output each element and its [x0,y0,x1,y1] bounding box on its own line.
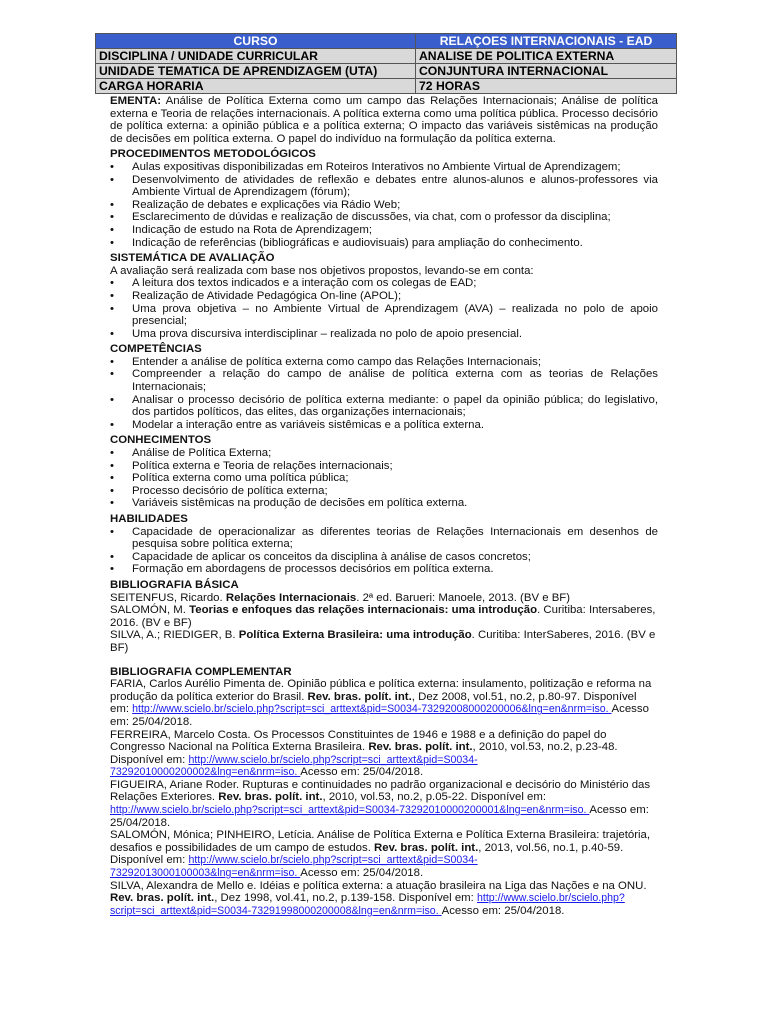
course-info-table [95,33,677,94]
section-title: HABILIDADES [110,513,188,525]
ref-access-date: Acesso em: 25/04/2018. [300,867,424,880]
reference [110,592,658,605]
ref-access-date: Acesso em: 25/04/2018. [110,703,649,728]
reference [110,729,658,779]
ref-text: SILVA, Alexandra de Mello e. Idéias e política externa: a atuação brasileira na Liga das Nações e na ONU. [110,879,647,892]
ementa-text: Análise de Política Externa como um campo das Relações Internacionais; Análise de política externa e Teoria de relações internacionais. A política externa como uma política pública. Processo decisório de política externa: a opinião pública e a política externa; O impacto das variáveis sistêmicas na produção de decisões em política externa. O papel do indivíduo na formulação da política externa. [110,95,658,145]
ref-access-date: Acesso em: 25/04/2018. [300,766,424,779]
ementa [110,95,658,145]
list-item: • Modelar a interação entre as variáveis sistêmicas e a política externa. [110,419,658,432]
avaliacao-intro: A avaliação será realizada com base nos objetivos propostos, levando-se em conta: [110,264,534,277]
ref-journal: Rev. bras. polít. int. [307,690,412,703]
list-item: • Aulas expositivas disponibilizadas em Roteiros Interativos no Ambiente Virtual de Aprendizagem; [110,161,658,174]
table-cell: DISCIPLINA / UNIDADE CURRICULAR [96,49,416,64]
ref-link[interactable]: http://www.scielo.br/scielo.php?script=sci_arttext&pid=S0034-73292010000200002&lng=en&nrm=iso. [110,753,478,779]
list-item: • Variáveis sistêmicas na produção de decisões em política externa. [110,497,658,510]
section-title: COMPETÊNCIAS [110,343,202,356]
list-item: • Uma prova objetiva – no Ambiente Virtual de Aprendizagem (AVA) – realizada no polo de apoio presencial; [110,303,658,328]
ref-text: . 2ª ed. Barueri: Manoele, 2013. (BV e BF) [356,591,571,604]
list-item: • Entender a análise de política externa como campo das Relações Internacionais; [110,356,658,369]
table-cell: CURSO [96,34,416,49]
section-title: BIBLIOGRAFIA BÁSICA [110,578,239,591]
ref-access-date: Acesso em: 25/04/2018. [110,804,649,829]
ref-title: Teorias e enfoques das relações internacionais: uma introdução [189,604,538,617]
reference [110,779,658,829]
section-title: CONHECIMENTOS [110,434,212,447]
list-item: • Indicação de referências (bibliográficas e audiovisuais) para ampliação do conhecimento. [110,237,658,250]
table-cell: ANALISE DE POLITICA EXTERNA [416,49,677,64]
ref-journal: Rev. bras. polít. int. [368,741,473,754]
ref-text: SALOMÓN, M. [110,604,190,617]
list-item: • Política externa como uma política pública; [110,472,658,485]
reference [110,604,658,629]
ref-title: Política Externa Brasileira: uma introdução [238,629,472,642]
avaliacao-list [110,277,658,340]
ementa-label: EMENTA: [110,95,162,107]
list-item: • Capacidade de aplicar os conceitos da disciplina à análise de casos concretos; [110,551,658,564]
reference [110,629,658,654]
list-item: • Esclarecimento de dúvidas e realização de discussões, via chat, com o professor da disciplina; [110,211,658,224]
ref-link[interactable]: http://www.scielo.br/scielo.php?script=sci_arttext&pid=S0034-73292008000200006&lng=en&nrm=iso. [132,703,612,716]
ref-text: . Curitiba: Intersaberes, 2016. (BV e BF) [110,604,656,629]
ref-text: , 2010, vol.53, no.2, p.23-48. Disponível em: [110,741,618,766]
table-row [96,34,677,49]
ref-text: , Dez 2008, vol.51, no.2, p.80-97. Disponível em: [110,690,637,716]
table-row [96,49,677,64]
ref-text: , 2010, vol.53, no.2, p.05-22. Disponível em: [322,791,547,804]
list-item: • Uma prova discursiva interdisciplinar – realizada no polo de apoio presencial. [110,328,658,341]
ref-text: . Curitiba: InterSaberes, 2016. (BV e BF) [110,629,656,654]
list-item: • Indicação de estudo na Rota de Aprendizagem; [110,224,658,237]
ref-title: Relações Internacionais [225,591,357,604]
ref-journal: Rev. bras. polít. int. [110,892,215,905]
table-row [96,79,677,94]
ref-text: , Dez 1998, vol.41, no.2, p.139-158. Disponível em: [214,892,477,905]
habilidades-list [110,526,658,576]
ref-text: FARIA, Carlos Aurélio Pimenta de. Opinião pública e política externa: insulamento, politização e reforma na produção da política exterior do Brasil. [110,678,652,703]
ref-link[interactable]: http://www.scielo.br/scielo.php?script=sci_arttext&pid=S0034-73292013000100003&lng=en&nrm=iso. [110,854,478,880]
syllabus-body [110,95,658,917]
list-item: • Formação em abordagens de processos decisórios em política externa. [110,563,658,576]
ref-access-date: Acesso em: 25/04/2018. [441,904,565,917]
table-cell: UNIDADE TEMATICA DE APRENDIZAGEM (UTA) [96,64,416,79]
list-item: • Análise de Política Externa; [110,447,658,460]
list-item: • Política externa e Teoria de relações internacionais; [110,460,658,473]
section-title: BIBLIOGRAFIA COMPLEMENTAR [110,665,292,678]
ref-text: SILVA, A.; RIEDIGER, B. [110,629,239,642]
table-cell: RELAÇOES INTERNACIONAIS - EAD [416,34,677,49]
list-item: • A leitura dos textos indicados e a interação com os colegas de EAD; [110,277,658,290]
table-cell: CARGA HORARIA [96,79,416,94]
reference [110,880,658,918]
list-item: • Desenvolvimento de atividades de reflexão e debates entre alunos-alunos e alunos-professores via Ambiente Virtual de Aprendizagem (fórum); [110,174,658,199]
ref-link[interactable]: http://www.scielo.br/scielo.php?script=sci_arttext&pid=S0034-73292010000200001&lng=en&nrm=iso. [110,804,590,817]
list-item: • Realização de debates e explicações via Rádio Web; [110,199,658,212]
competencias-list [110,356,658,432]
course-header [95,33,677,94]
ref-text: FERREIRA, Marcelo Costa. Os Processos Constituintes de 1946 e 1988 e a definição do papel do Congresso Nacional na Política Externa Brasileira. [110,728,607,754]
conhecimentos-list [110,447,658,510]
table-cell: 72 HORAS [416,79,677,94]
ref-text: SEITENFUS, Ricardo. [110,591,226,604]
table-row [96,64,677,79]
ref-text: , 2013, vol.56, no.1, p.40-59. Disponível em: [110,841,624,867]
list-item: • Compreender a relação do campo de análise de política externa com as teorias de Relações Internacionais; [110,368,658,393]
reference [110,829,658,879]
list-item: • Realização de Atividade Pedagógica On-line (APOL); [110,290,658,303]
list-item: • Analisar o processo decisório de política externa mediante: o papel da opinião pública; do legislativo, dos partidos políticos, das elites, das organizações internacionais; [110,394,658,419]
section-title: SISTEMÁTICA DE AVALIAÇÃO [110,252,275,265]
list-item: • Processo decisório de política externa; [110,485,658,498]
procedimentos-list [110,161,658,249]
section-title: PROCEDIMENTOS METODOLÓGICOS [110,148,316,161]
ref-journal: Rev. bras. polít. int. [218,791,323,804]
ref-link[interactable]: http://www.scielo.br/scielo.php?script=sci_arttext&pid=S0034-73291998000200008&lng=en&nrm=iso. [110,892,625,917]
table-cell: CONJUNTURA INTERNACIONAL [416,64,677,79]
ref-text: FIGUEIRA, Ariane Roder. Rupturas e continuidades no padrão organizacional e decisório do Ministério das Relações Exteriores. [110,778,651,804]
list-item: • Capacidade de operacionalizar as diferentes teorias de Relações Internacionais em desenhos de pesquisa sobre política externa; [110,526,658,551]
ref-text: SALOMÓN, Mónica; PINHEIRO, Letícia. Análise de Política Externa e Política Externa Brasileira: trajetória, desafios e possibilidades de um campo de estudos. [110,829,651,854]
reference [110,678,658,728]
ref-journal: Rev. bras. polít. int. [374,841,479,854]
